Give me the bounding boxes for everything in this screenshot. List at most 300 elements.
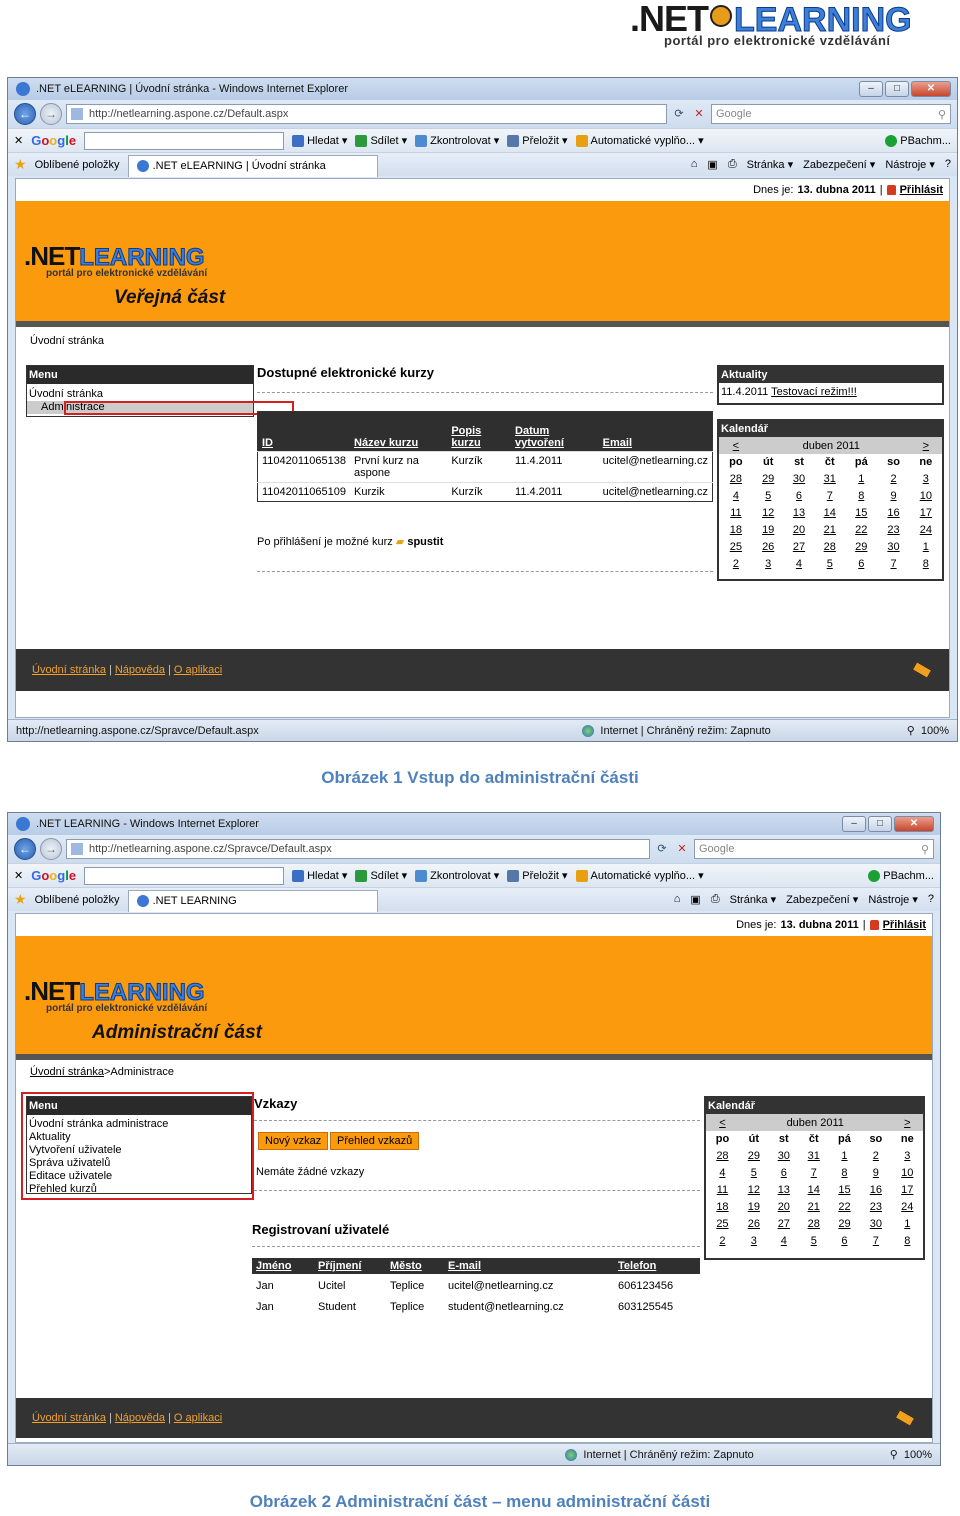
calendar-day[interactable]: 26 — [747, 1217, 760, 1230]
translate-icon — [507, 135, 519, 147]
favorites-bar — [8, 887, 940, 911]
cell-first-name: Jan — [256, 1280, 274, 1292]
calendar-day[interactable]: 29 — [855, 540, 868, 553]
calendar-day[interactable]: 21 — [823, 523, 836, 536]
google-toolbar-input[interactable] — [84, 132, 284, 150]
login-note-line — [257, 535, 443, 548]
calendar-day[interactable]: 6 — [841, 1234, 848, 1247]
calendar-day[interactable]: 19 — [762, 523, 775, 536]
folder-icon: ▰ — [395, 536, 405, 548]
check-icon — [415, 135, 427, 147]
day-name: ne — [900, 1133, 914, 1145]
google-toolbar-input[interactable] — [84, 867, 284, 885]
calendar-week-row — [719, 470, 942, 487]
pencil-icon — [895, 1409, 916, 1427]
print-icon[interactable]: ⎙ — [710, 893, 720, 905]
footer-link-help[interactable]: Nápověda — [114, 1412, 165, 1424]
calendar-day[interactable]: 8 — [922, 557, 929, 570]
cell-last-name: Ucitel — [318, 1280, 346, 1292]
translate-icon — [507, 870, 519, 882]
date-prefix: Dnes je: — [753, 184, 794, 196]
help-icon[interactable]: ? — [927, 893, 934, 905]
calendar-week-row — [706, 1181, 923, 1198]
calendar-day[interactable]: 6 — [795, 489, 803, 502]
toolbar-label: Zkontrolovat ▾ — [430, 135, 500, 147]
calendar-day[interactable]: 2 — [872, 1149, 879, 1162]
calendar-day[interactable]: 8 — [904, 1234, 911, 1247]
calendar-day[interactable]: 2 — [732, 557, 739, 570]
breadcrumb[interactable]: Úvodní stránka — [30, 335, 104, 347]
calendar-day[interactable]: 1 — [858, 472, 865, 485]
pencil-icon — [912, 661, 933, 679]
table-header-row — [252, 1258, 700, 1274]
calendar-day[interactable]: 29 — [747, 1149, 760, 1162]
calendar-day[interactable]: 4 — [795, 557, 803, 570]
calendar-table — [719, 437, 942, 572]
favorites-bar — [8, 152, 957, 176]
calendar-day[interactable]: 15 — [855, 506, 868, 519]
tab-icon — [137, 895, 149, 907]
minimize-button[interactable]: – — [859, 81, 883, 97]
calendar-box — [704, 1096, 925, 1260]
menu-item-home[interactable]: Úvodní stránka — [29, 388, 103, 400]
col-id[interactable]: ID — [258, 412, 351, 452]
new-message-button[interactable]: Nový vzkaz — [258, 1132, 328, 1150]
binoculars-icon — [292, 135, 304, 147]
help-icon[interactable]: ? — [944, 158, 951, 170]
globe-icon — [565, 1449, 577, 1461]
col-phone[interactable]: Telefon — [614, 1258, 700, 1274]
cell-first-name: Jan — [256, 1301, 274, 1313]
logo-subtitle: portál pro elektronické vzdělávání — [664, 33, 891, 48]
menu-item-manage-users[interactable]: Správa uživatelů — [29, 1157, 111, 1169]
calendar-day[interactable]: 26 — [762, 540, 775, 553]
menu-head: Menu — [27, 366, 253, 384]
calendar-day[interactable]: 27 — [777, 1217, 790, 1230]
col-city[interactable]: Město — [386, 1258, 444, 1274]
calendar-day[interactable]: 5 — [765, 489, 772, 502]
calendar-day[interactable]: 30 — [792, 472, 806, 485]
calendar-day[interactable]: 7 — [890, 557, 897, 570]
site-footer: Úvodní stránka | Nápověda | O aplikaci — [16, 649, 949, 691]
site-logo-subtitle: portál pro elektronické vzdělávání — [46, 1003, 208, 1014]
close-toolbar-icon[interactable]: ✕ — [14, 870, 24, 882]
zoom-icon[interactable]: ⚲ — [906, 725, 915, 737]
toolbar-translate[interactable] — [507, 134, 567, 147]
tools-menu[interactable]: Nástroje ▾ — [868, 894, 918, 906]
stop-icon[interactable]: ✕ — [694, 108, 704, 120]
cell-date: 11.4.2011 — [511, 483, 599, 502]
calendar-day[interactable]: 9 — [872, 1166, 879, 1179]
calendar-day[interactable]: 28 — [807, 1217, 820, 1230]
calendar-day[interactable]: 24 — [919, 523, 932, 536]
login-link[interactable]: Přihlásit — [882, 919, 926, 931]
date-value: 13. dubna 2011 — [797, 184, 876, 196]
toolbar-search[interactable] — [292, 869, 347, 882]
google-toolbar — [8, 128, 957, 152]
calendar-days-row — [706, 1131, 923, 1147]
col-last-name[interactable]: Příjmení — [314, 1258, 386, 1274]
calendar-day[interactable]: 31 — [807, 1149, 820, 1162]
home-icon[interactable]: ⌂ — [673, 893, 681, 905]
refresh-icon[interactable]: ⟳ — [657, 843, 667, 855]
calendar-day[interactable]: 3 — [750, 1234, 757, 1247]
toolbar-label: Přeložit ▾ — [522, 870, 568, 882]
toolbar-translate[interactable] — [507, 869, 567, 882]
print-icon[interactable]: ⎙ — [727, 158, 737, 170]
menu-item-courses-overview[interactable]: Přehled kurzů — [29, 1183, 97, 1195]
back-button[interactable]: ← — [14, 103, 36, 125]
caption-1: Obrázek 1 Vstup do administrační části — [321, 768, 639, 787]
users-table — [252, 1258, 700, 1316]
highlight-box — [21, 1092, 254, 1200]
search-icon[interactable]: ⚲ — [937, 108, 946, 121]
calendar-day[interactable]: 28 — [729, 472, 743, 485]
calendar-day[interactable]: 4 — [732, 489, 739, 502]
calendar-day[interactable]: 18 — [729, 523, 743, 536]
col-first-name[interactable]: Jméno — [252, 1258, 314, 1274]
col-date[interactable]: Datum vytvoření — [511, 412, 599, 452]
calendar-table — [706, 1114, 923, 1249]
calendar-day[interactable]: 20 — [792, 523, 806, 536]
favorites-star-icon[interactable]: ★ — [14, 891, 27, 907]
forward-button[interactable]: → — [40, 838, 62, 860]
lock-icon — [887, 185, 896, 195]
toolbar-autofill[interactable] — [576, 134, 704, 147]
next-month-link[interactable]: > — [922, 439, 930, 452]
page-content-2 — [15, 913, 933, 1443]
calendar-week-row — [706, 1232, 923, 1249]
tab-label: .NET eLEARNING | Úvodní stránka — [152, 160, 326, 172]
ie-icon — [16, 82, 30, 96]
toolbar-label: Hledat ▾ — [307, 135, 348, 147]
site-logo-net: .NET — [24, 976, 80, 1006]
page-menu[interactable]: Stránka ▾ — [746, 159, 794, 171]
table-row — [258, 452, 713, 483]
calendar-day[interactable]: 5 — [810, 1234, 817, 1247]
maximize-button[interactable]: □ — [885, 81, 909, 97]
calendar-day[interactable]: 10 — [919, 489, 932, 502]
calendar-day[interactable]: 8 — [841, 1166, 848, 1179]
calendar-day[interactable]: 23 — [869, 1200, 882, 1213]
favorites-label[interactable]: Oblíbené položky — [34, 893, 120, 906]
col-email[interactable]: E-mail — [444, 1258, 614, 1274]
cell-date: 11.4.2011 — [511, 452, 599, 483]
security-menu[interactable]: Zabezpečení ▾ — [803, 159, 876, 171]
close-button[interactable]: ✕ — [894, 816, 934, 832]
calendar-day[interactable]: 4 — [780, 1234, 787, 1247]
calendar-day[interactable]: 8 — [858, 489, 865, 502]
launch-link[interactable]: spustit — [407, 536, 444, 548]
favorites-star-icon[interactable]: ★ — [14, 156, 27, 172]
cell-last-name: Student — [318, 1301, 356, 1313]
title-bar — [8, 813, 940, 835]
forward-button[interactable]: → — [40, 103, 62, 125]
zoom-level[interactable]: 100% — [920, 724, 949, 737]
prev-month-link[interactable]: < — [732, 439, 740, 452]
footer-link-home[interactable]: Úvodní stránka — [32, 1412, 106, 1424]
close-toolbar-icon[interactable]: ✕ — [14, 135, 24, 147]
calendar-day[interactable]: 2 — [890, 472, 897, 485]
calendar-day[interactable]: 6 — [780, 1166, 787, 1179]
table-row — [258, 483, 713, 502]
calendar-day[interactable]: 19 — [747, 1200, 760, 1213]
binoculars-icon — [292, 870, 304, 882]
status-bar — [8, 1443, 940, 1465]
footer-link-about[interactable]: O aplikaci — [173, 664, 223, 676]
calendar-day[interactable]: 2 — [719, 1234, 726, 1247]
toolbar-account[interactable] — [868, 870, 934, 882]
col-name[interactable]: Název kurzu — [350, 412, 447, 452]
news-head: Aktuality — [719, 367, 942, 383]
footer-link-home[interactable]: Úvodní stránka — [32, 664, 106, 676]
calendar-day[interactable]: 13 — [792, 506, 806, 519]
day-name: so — [869, 1133, 883, 1145]
footer-link-help[interactable]: Nápověda — [114, 664, 165, 676]
divider — [254, 1190, 700, 1191]
site-logo-net: .NET — [24, 241, 80, 271]
cell-email: ucitel@netlearning.cz — [599, 483, 713, 502]
calendar-day[interactable]: 7 — [872, 1234, 879, 1247]
calendar-day[interactable]: 6 — [858, 557, 865, 570]
toolbar-check[interactable] — [415, 134, 499, 147]
calendar-day[interactable]: 7 — [810, 1166, 817, 1179]
logo-mark-icon — [710, 5, 732, 27]
globe-icon — [582, 725, 594, 737]
menu-item-admin-home[interactable]: Úvodní stránka administrace — [29, 1118, 169, 1130]
calendar-day[interactable]: 3 — [765, 557, 772, 570]
feeds-icon[interactable]: ▣ — [690, 894, 701, 906]
cell-phone: 603125545 — [618, 1301, 674, 1313]
table-row — [252, 1274, 700, 1295]
toolbar-share[interactable] — [355, 869, 407, 882]
favorites-label[interactable]: Oblíbené položky — [34, 158, 120, 171]
home-icon[interactable]: ⌂ — [690, 158, 698, 170]
feeds-icon[interactable]: ▣ — [707, 159, 718, 171]
news-date: 11.4.2011 — [721, 386, 769, 398]
calendar-day[interactable]: 12 — [747, 1183, 760, 1196]
cell-city: Teplice — [390, 1280, 425, 1292]
calendar-month-row — [719, 437, 942, 454]
calendar-week-row — [719, 555, 942, 572]
toolbar-label: PBachm... — [883, 869, 934, 882]
menu-item-administration[interactable]: Administrace — [27, 401, 253, 414]
calendar-day[interactable]: 18 — [716, 1200, 729, 1213]
calendar-day[interactable]: 24 — [901, 1200, 914, 1213]
day-name: po — [729, 456, 743, 468]
stop-icon[interactable]: ✕ — [677, 843, 687, 855]
calendar-week-row — [706, 1147, 923, 1164]
search-icon[interactable]: ⚲ — [920, 843, 929, 856]
breadcrumb-home-link[interactable]: Úvodní stránka — [30, 1066, 104, 1078]
news-item — [719, 383, 942, 401]
calendar-day[interactable]: 16 — [869, 1183, 882, 1196]
calendar-day[interactable]: 11 — [730, 506, 742, 519]
date-line: Dnes je: 13. dubna 2011 | Přihlásit — [736, 919, 926, 931]
toolbar-check[interactable] — [415, 869, 499, 882]
title-bar — [8, 78, 957, 100]
day-name: čt — [824, 456, 835, 468]
page-menu[interactable]: Stránka ▾ — [729, 894, 777, 906]
back-button[interactable]: ← — [14, 838, 36, 860]
login-note: Po přihlášení je možné kurz — [257, 536, 393, 548]
page-content-1 — [15, 178, 950, 718]
google-placeholder: Google — [716, 108, 752, 120]
prev-month-link[interactable]: < — [719, 1116, 726, 1129]
ie-icon — [16, 817, 30, 831]
divider — [257, 392, 713, 393]
calendar-day[interactable]: 16 — [887, 506, 900, 519]
status-bar — [8, 719, 957, 741]
toolbar-autofill[interactable] — [576, 869, 704, 882]
calendar-day[interactable]: 1 — [922, 540, 929, 553]
calendar-day[interactable]: 20 — [777, 1200, 790, 1213]
page-icon — [71, 108, 83, 120]
minimize-button[interactable]: – — [842, 816, 866, 832]
section-title: Administrační část — [92, 1022, 262, 1043]
calendar-day[interactable]: 30 — [777, 1149, 790, 1162]
toolbar-label: PBachm... — [900, 134, 951, 147]
calendar-day[interactable]: 14 — [823, 506, 836, 519]
site-logo-subtitle: portál pro elektronické vzdělávání — [46, 268, 208, 279]
calendar-month: duben 2011 — [802, 439, 860, 452]
messages-overview-button[interactable]: Přehled vzkazů — [330, 1132, 419, 1150]
calendar-day[interactable]: 22 — [855, 523, 868, 536]
toolbar-account[interactable] — [885, 135, 951, 147]
calendar-day[interactable]: 29 — [762, 472, 775, 485]
menu-head: Menu — [27, 1097, 251, 1115]
breadcrumb-current: >Administrace — [103, 1066, 174, 1078]
zoom-level[interactable]: 100% — [903, 1448, 932, 1461]
calendar-head: Kalendář — [706, 1098, 923, 1114]
close-button[interactable]: ✕ — [911, 81, 951, 97]
date-value: 13. dubna 2011 — [780, 919, 859, 931]
toolbar-label: Hledat ▾ — [307, 870, 348, 882]
news-link[interactable]: Testovací režim!!! — [771, 386, 857, 398]
calendar-day[interactable]: 30 — [869, 1217, 882, 1230]
calendar-day[interactable]: 3 — [922, 472, 929, 485]
menu-item-create-user[interactable]: Vytvoření uživatele — [29, 1144, 122, 1156]
site-footer: Úvodní stránka | Nápověda | O aplikaci — [16, 1398, 932, 1438]
calendar-day[interactable]: 25 — [729, 540, 743, 553]
account-icon — [885, 135, 897, 147]
calendar-day[interactable]: 1 — [904, 1217, 911, 1230]
cell-id: 11042011065138 — [258, 452, 351, 483]
toolbar-label: Zkontrolovat ▾ — [430, 870, 500, 882]
courses-title: Dostupné elektronické kurzy — [257, 365, 434, 380]
day-name: po — [715, 1133, 730, 1145]
status-url: http://netlearning.aspone.cz/Spravce/Default.aspx — [16, 724, 259, 737]
section-title: Veřejná část — [114, 287, 226, 308]
window-title: .NET LEARNING - Windows Internet Explorer — [36, 818, 259, 830]
calendar-day[interactable]: 31 — [823, 472, 836, 485]
date-prefix: Dnes je: — [736, 919, 777, 931]
table-row — [252, 1295, 700, 1316]
status-zone: Internet | Chráněný režim: Zapnuto — [600, 724, 771, 737]
calendar-day[interactable]: 7 — [826, 489, 833, 502]
calendar-day[interactable]: 5 — [750, 1166, 757, 1179]
google-logo: Google — [31, 868, 77, 883]
calendar-day[interactable]: 5 — [826, 557, 833, 570]
menu-item-news[interactable]: Aktuality — [29, 1131, 71, 1143]
calendar-day[interactable]: 13 — [777, 1183, 790, 1196]
account-icon — [868, 870, 880, 882]
menu-item-edit-user[interactable]: Editace uživatele — [29, 1170, 113, 1182]
calendar-day[interactable]: 25 — [716, 1217, 729, 1230]
toolbar-share[interactable] — [355, 134, 407, 147]
autofill-icon — [576, 135, 588, 147]
divider — [257, 571, 713, 572]
calendar-day[interactable]: 23 — [887, 523, 900, 536]
tab-active[interactable] — [128, 890, 378, 912]
calendar-day[interactable]: 28 — [823, 540, 836, 553]
address-input[interactable] — [66, 104, 667, 124]
calendar-day[interactable]: 10 — [901, 1166, 914, 1179]
site-logo — [24, 976, 207, 1014]
page-icon — [71, 843, 83, 855]
address-bar-row — [8, 835, 940, 863]
calendar-day[interactable]: 3 — [904, 1149, 911, 1162]
day-name: út — [748, 1133, 760, 1145]
maximize-button[interactable]: □ — [868, 816, 892, 832]
login-link[interactable]: Přihlásit — [899, 184, 943, 196]
google-search-input[interactable] — [694, 839, 934, 859]
next-month-link[interactable]: > — [904, 1116, 911, 1129]
browser-window-1 — [7, 77, 958, 742]
tab-active[interactable] — [128, 155, 378, 177]
calendar-day[interactable]: 27 — [792, 540, 806, 553]
refresh-icon[interactable]: ⟳ — [674, 108, 684, 120]
calendar-day[interactable]: 21 — [807, 1200, 820, 1213]
footer-link-about[interactable]: O aplikaci — [173, 1412, 223, 1424]
calendar-day[interactable]: 28 — [716, 1149, 729, 1162]
calendar-day[interactable]: 14 — [807, 1183, 820, 1196]
tab-icon — [137, 160, 149, 172]
security-menu[interactable]: Zabezpečení ▾ — [786, 894, 859, 906]
calendar-day[interactable]: 12 — [762, 506, 775, 519]
google-toolbar — [8, 863, 940, 887]
window-title: .NET eLEARNING | Úvodní stránka - Windows Internet Explorer — [36, 83, 348, 95]
calendar-day[interactable]: 17 — [901, 1183, 914, 1196]
calendar-day[interactable]: 1 — [841, 1149, 848, 1162]
zoom-icon[interactable]: ⚲ — [889, 1449, 898, 1461]
calendar-day[interactable]: 9 — [890, 489, 897, 502]
tools-menu[interactable]: Nástroje ▾ — [885, 159, 935, 171]
toolbar-label: Automatické vyplňo... ▾ — [590, 135, 704, 147]
messages-title: Vzkazy — [254, 1096, 298, 1111]
browser-window-2 — [7, 812, 941, 1466]
address-text: http://netlearning.aspone.cz/Spravce/Default.aspx — [89, 843, 332, 855]
calendar-day[interactable]: 30 — [887, 540, 900, 553]
site-banner — [16, 936, 932, 1060]
calendar-day[interactable]: 17 — [919, 506, 932, 519]
google-search-input[interactable] — [711, 104, 951, 124]
calendar-day[interactable]: 29 — [838, 1217, 851, 1230]
calendar-day[interactable]: 15 — [838, 1183, 851, 1196]
calendar-day[interactable]: 11 — [716, 1183, 729, 1196]
calendar-day[interactable]: 4 — [719, 1166, 726, 1179]
address-input[interactable] — [66, 839, 650, 859]
caption-2: Obrázek 2 Administrační část – menu administrační části — [249, 1492, 711, 1511]
calendar-weeks — [706, 1147, 923, 1249]
calendar-day[interactable]: 22 — [838, 1200, 851, 1213]
col-desc[interactable]: Popis kurzu — [447, 412, 511, 452]
cell-phone: 606123456 — [618, 1280, 674, 1292]
news-box — [717, 365, 944, 405]
calendar-week-row — [719, 487, 942, 504]
toolbar-search[interactable] — [292, 134, 347, 147]
col-email[interactable]: Email — [599, 412, 713, 452]
